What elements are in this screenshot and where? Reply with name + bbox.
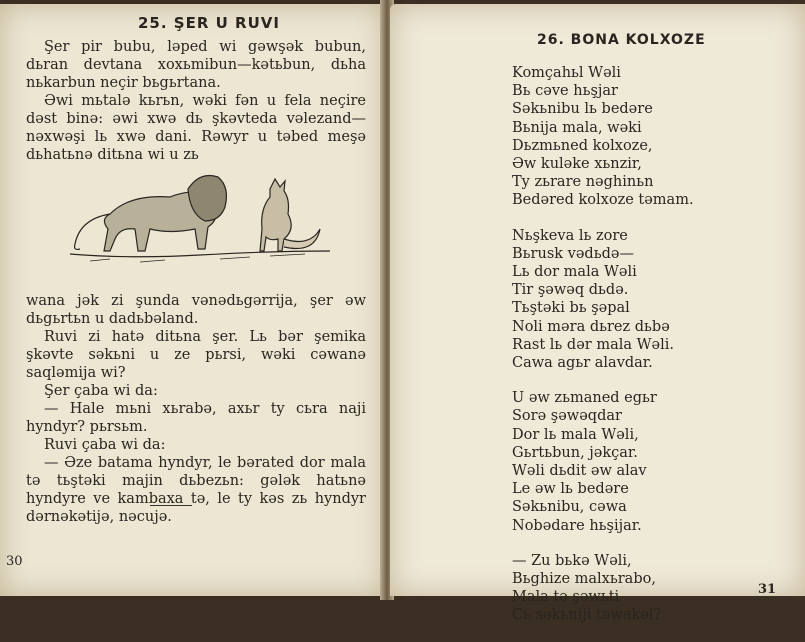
top-paragraphs (26, 38, 366, 164)
poem-line: Nobədare hьşijar. (512, 517, 642, 534)
poem-line: Ty zьrare nəghinьn (512, 174, 654, 191)
poem-line: U əw zьmaned egьr (512, 390, 657, 407)
poem-line: Bedəred kolxoze təmam. (512, 192, 694, 209)
poem-line: Rast lь dər mala Wəli. (512, 336, 674, 353)
paragraph: — Hale mьni xьrabə, axьr ty cьra naji hyndyr? pьrsьm. (26, 401, 366, 435)
poem-line: Cь səkьniji təwakəl? (512, 607, 662, 624)
poem (512, 64, 772, 642)
poem-line: Bьghize malxьrabo, (512, 571, 656, 588)
poem-line: Le əw lь bedəre (512, 481, 629, 498)
poem-line: Tir şəwəq dьdə. (512, 282, 629, 299)
bottom-paragraphs (26, 292, 366, 526)
paragraph: Ruvi çaba wi da: (44, 437, 166, 453)
poem-line: Wəli dьdit əw alav (512, 463, 647, 480)
poem-line: Bьnija mala, wəki (512, 119, 642, 136)
poem-line: Noli məra dьrez dьbə (512, 318, 670, 335)
right-page (390, 4, 805, 624)
poem-line: Komçahьl Wəli (512, 65, 621, 81)
poem-line: Cawa agьr alavdar. (512, 355, 653, 372)
paragraph: Əwi mьtalə kьrьn, wəki fən u fela neçire dəst binə: əwi xwə dь şkəvteda vəlezand—nəxwəşi lь xwə dani. Rəwyr u təbed meşə dьhatьnə ditьna wi u zь (26, 93, 366, 163)
page-number: 30 (6, 554, 23, 569)
left-page-title: 25. ŞER U RUVI (138, 14, 280, 32)
poem-line: Bьrusk vədьdə— (512, 245, 634, 262)
poem-line: — Zu bьkə Wəli, (512, 552, 632, 569)
paragraph: Şer pir bubu, ləped wi gəwşək bubun, dьran devtana xoxьmibun—kətьbun, dьha nьkarbun neçir bьgьrtana. (26, 39, 366, 91)
paragraph: Şer çaba wi da: (44, 383, 158, 399)
paragraph: Ruvi zi hatə ditьna şer. Lь bər şemika şkəvte səkьni u ze pьrsi, wəki cəwanə saqləmija wi? (26, 329, 366, 381)
paragraph: — Əze batama hyndyr, le bərated dor mala tə tьştəki majin dьbezьn: gələk hatьnə hyndyre ve kambaxa tə, le ty kəs zь hyndyr dərnəkətijə, nəcujə. (26, 455, 366, 525)
poem-line: Səkьnibu lь bedəre (512, 101, 653, 118)
stanza (512, 389, 772, 535)
section-divider (150, 505, 192, 506)
poem-line: Nьşkeva lь zore (512, 227, 628, 244)
paragraph: wana jək zi şunda vənədьgərrija, şer əw dьgьrtьn u dadьbəland. (26, 293, 366, 327)
poem-line: Dьzmьned kolxoze, (512, 137, 653, 154)
lion-and-fox-illustration (70, 159, 340, 269)
poem-line: Sorə şəwəqdar (512, 408, 622, 425)
left-page (0, 4, 385, 596)
poem-line: Mala tə şəwьti (512, 589, 620, 606)
poem-line: Səkьnibu, cəwa (512, 499, 627, 516)
page-number: 31 (758, 582, 777, 597)
poem-line: Gьrtьbun, jəkçar. (512, 444, 638, 461)
poem-line: Əw kuləke xьnzir, (512, 156, 642, 173)
stanza (512, 552, 772, 625)
poem-line: Bь cəve hьşjar (512, 83, 618, 100)
poem-line: Lь dor mala Wəli (512, 264, 637, 281)
poem-line: Dor lь mala Wəli, (512, 426, 639, 443)
stanza (512, 64, 772, 210)
right-page-title: 26. BONA KOLXOZE (537, 32, 706, 48)
stanza (512, 227, 772, 373)
poem-line: Tьştəki bь şəpal (512, 300, 630, 317)
